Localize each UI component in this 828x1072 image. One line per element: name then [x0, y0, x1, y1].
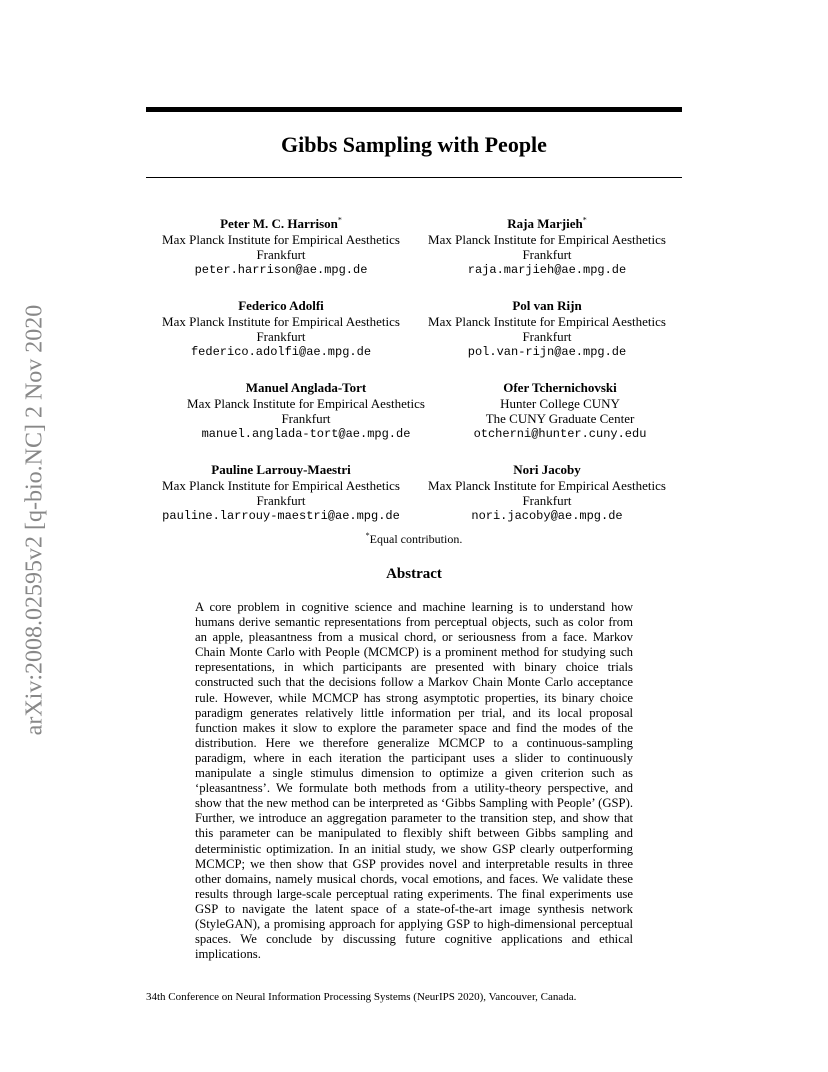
title-top-rule — [146, 107, 682, 112]
author-location: Frankfurt — [256, 247, 306, 262]
author-email: federico.adolfi@ae.mpg.de — [190, 344, 372, 359]
note-mark: * — [365, 531, 370, 540]
author-affiliation: Max Planck Institute for Empirical Aesthetics — [162, 313, 400, 329]
author-location: Frankfurt — [522, 329, 572, 344]
author-location: Frankfurt — [256, 329, 306, 344]
author-block — [410, 380, 710, 442]
abstract-text: A core problem in cognitive science and machine learning is to understand how humans derive semantic representations from perceptual objects, such as color from an apple, pleasantness from a musical chord, or seriousness from a face. Markov Chain Monte Carlo with People (MCMCP) is a prominent method for studying such representations, in which participants are presented with binary choice trials constructed such that the decisions follow a Markov Chain Monte Carlo acceptance rule. However, while MCMCP has strong asymptotic properties, its binary choice paradigm generates relatively little information per trial, and its local proposal function makes it slow to explore the parameter space and find the modes of the distribution. Here we therefore generalize MCMCP to a continuous-sampling paradigm, where in each iteration the participant uses a slider to continuously manipulate a single stimulus dimension to optimize a given criterion such as ‘pleasantness’. We formulate both methods from a utility-theory perspective, and show that the new method can be interpreted as ‘Gibbs Sampling with People’ (GSP). Further, we introduce an aggregation parameter to the transition step, and show that this parameter can be manipulated to flexibly shift between Gibbs sampling and deterministic optimization. In an initial study, we show GSP clearly outperforming MCMCP; we then show that GSP provides novel and interpretable results in three other domains, namely musical chords, vocal emotions, and faces. We validate these results through large-scale perceptual rating experiments. The final experiments use GSP to navigate the latent space of a state-of-the-art image synthesis network (StyleGAN), a promising approach for applying GSP to high-dimensional perceptual spaces. We conclude by discussing future cognitive applications and ethical implications. — [195, 600, 633, 962]
author-block — [131, 298, 431, 360]
author-affiliation: Max Planck Institute for Empirical Aesthetics — [187, 395, 425, 411]
author-email: raja.marjieh@ae.mpg.de — [467, 262, 627, 277]
author-email: otcherni@hunter.cuny.edu — [473, 426, 647, 441]
title-bottom-rule — [146, 177, 682, 178]
author-affiliation: Max Planck Institute for Empirical Aesthetics — [162, 477, 400, 493]
paper-title: Gibbs Sampling with People — [281, 132, 547, 157]
author-location: Frankfurt — [522, 493, 572, 508]
author-location: Frankfurt — [256, 493, 306, 508]
author-name: Peter M. C. Harrison* — [220, 215, 342, 231]
author-email: manuel.anglada-tort@ae.mpg.de — [201, 426, 411, 441]
author-mark: * — [337, 215, 342, 225]
author-name: Nori Jacoby — [513, 462, 581, 477]
conference-footnote: 34th Conference on Neural Information Processing Systems (NeurIPS 2020), Vancouver, Canada. — [146, 991, 577, 1003]
author-block — [397, 216, 697, 278]
abstract-heading: Abstract — [386, 566, 442, 582]
author-mark: * — [582, 215, 587, 225]
author-email: pauline.larrouy-maestri@ae.mpg.de — [162, 508, 400, 523]
author-name: Pol van Rijn — [512, 298, 582, 313]
note-text: Equal contribution. — [369, 532, 463, 546]
equal-contribution-note — [146, 532, 682, 547]
author-block — [131, 216, 431, 278]
author-email: nori.jacoby@ae.mpg.de — [471, 508, 623, 523]
author-affiliation: Max Planck Institute for Empirical Aesthetics — [428, 313, 666, 329]
author-email: peter.harrison@ae.mpg.de — [194, 262, 368, 277]
author-email: pol.van-rijn@ae.mpg.de — [467, 344, 627, 359]
author-block — [397, 298, 697, 360]
author-affiliation: Max Planck Institute for Empirical Aesthetics — [428, 231, 666, 247]
author-name: Raja Marjieh* — [507, 215, 587, 231]
author-location: The CUNY Graduate Center — [485, 411, 635, 426]
author-affiliation: Hunter College CUNY — [500, 395, 620, 411]
arxiv-identifier: arXiv:2008.02595v2 [q-bio.NC] 2 Nov 2020 — [21, 304, 48, 736]
author-location: Frankfurt — [522, 247, 572, 262]
author-name: Pauline Larrouy-Maestri — [211, 462, 351, 477]
author-name: Ofer Tchernichovski — [503, 380, 617, 395]
author-name: Federico Adolfi — [238, 298, 324, 313]
author-location: Frankfurt — [281, 411, 331, 426]
author-affiliation: Max Planck Institute for Empirical Aesthetics — [428, 477, 666, 493]
author-affiliation: Max Planck Institute for Empirical Aesthetics — [162, 231, 400, 247]
author-block — [397, 462, 697, 524]
author-name: Manuel Anglada-Tort — [245, 380, 367, 395]
author-block — [131, 462, 431, 524]
